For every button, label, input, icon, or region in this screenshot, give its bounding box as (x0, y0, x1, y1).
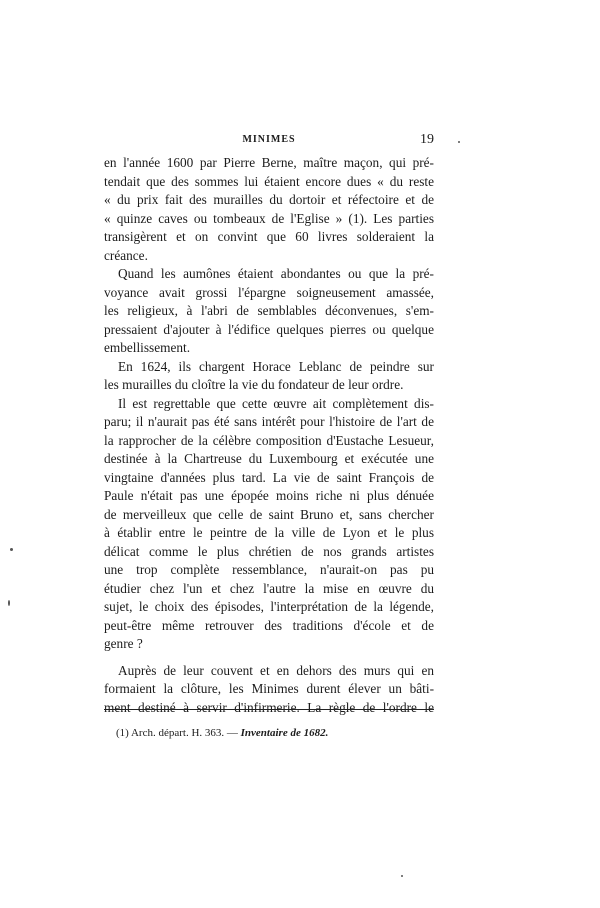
paragraph-gap (104, 654, 434, 662)
text-line: transigèrent et on convint que 60 livres solderaient la (104, 229, 434, 244)
scan-speck (10, 548, 13, 551)
text-line: Paule n'était pas une épopée moins riche ni plus dénuée (104, 488, 434, 503)
text-line: « quinze caves ou tombeaux de l'Eglise » (1). Les parties (104, 210, 434, 226)
paragraph (104, 154, 434, 265)
text-line: destinée à la Chartreuse du Luxembourg et exécutée une (104, 451, 434, 466)
text-line: les religieux, à l'abri de semblables déconvenues, s'em- (104, 303, 434, 318)
footnote-rule (104, 709, 434, 710)
scan-speck (401, 875, 403, 877)
text-line: ment destiné à servir d'infirmerie. La règle de l'ordre le (104, 699, 434, 715)
text-line: pressaient d'ajouter à l'édifice quelques pierres ou quelque (104, 321, 434, 337)
page-number: 19 (420, 132, 434, 147)
text-line: délicat comme le plus chrétien de nos grands artistes (104, 543, 434, 559)
text-line: vingtaine d'années plus tard. La vie de saint François de (104, 469, 434, 485)
text-line: les murailles du cloître la vie du fondateur de leur ordre. (104, 377, 404, 392)
scan-speck (458, 141, 460, 143)
running-title: MINIMES (242, 134, 296, 145)
footnote-text: (1) Arch. départ. H. 363. — (116, 727, 238, 739)
text-line: une trop complète ressemblance, n'aurait-on pas pu (104, 562, 434, 577)
paragraph (104, 395, 434, 654)
text-line: formaient la clôture, les Minimes durent élever un bâti- (104, 681, 434, 696)
paragraph (104, 265, 434, 358)
text-line: sujet, le choix des épisodes, l'interprétation de la légende, (104, 599, 434, 614)
text-line: En 1624, ils chargent Horace Leblanc de peindre sur (118, 358, 434, 374)
text-line: Quand les aumônes étaient abondantes ou que la pré- (118, 266, 434, 281)
text-line: étudier chez l'un et chez l'autre la mise en œuvre du (104, 580, 434, 596)
text-line: embellissement. (104, 340, 191, 355)
text-line: Il est regrettable que cette œuvre ait complètement dis- (118, 395, 434, 411)
text-line: tendait que des sommes lui étaient encore dues « du reste (104, 173, 434, 189)
text-line: Auprès de leur couvent et en dehors des murs qui en (118, 662, 434, 678)
footnote-italic: Inventaire de 1682. (240, 727, 329, 739)
scan-speck (8, 600, 10, 606)
text-line: peut-être même retrouver des traditions d'école et de (104, 617, 434, 633)
page-header (104, 134, 434, 152)
footnote (116, 727, 436, 739)
text-line: à établir entre le peintre de la ville de Lyon et le plus (104, 525, 434, 540)
text-line: « du prix fait des murailles du dortoir et réfectoire et de (104, 192, 434, 207)
text-line: voyance avait grossi l'épargne soigneusement amassée, (104, 284, 434, 300)
text-line: paru; il n'aurait pas été sans intérêt pour l'histoire de l'art de (104, 414, 434, 429)
text-line: de merveilleux que celle de saint Bruno et, sans chercher (104, 506, 434, 522)
text-line: créance. (104, 247, 148, 263)
text-line: genre ? (104, 636, 143, 651)
paragraph (104, 358, 434, 395)
text-line: en l'année 1600 par Pierre Berne, maître maçon, qui pré- (104, 155, 434, 170)
body-text (104, 154, 434, 717)
text-line: la rapprocher de la célèbre composition d'Eustache Lesueur, (104, 432, 434, 448)
